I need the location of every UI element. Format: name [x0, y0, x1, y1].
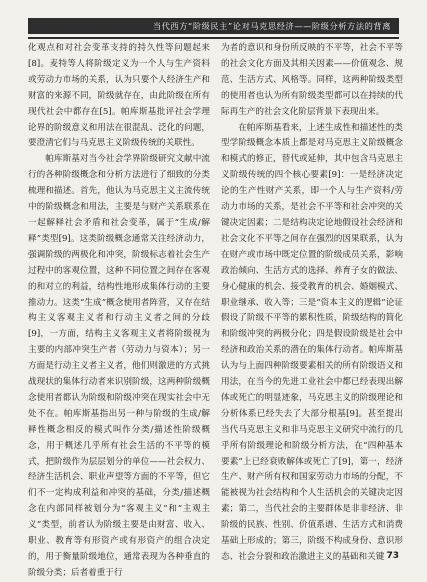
running-header: [28, 18, 399, 34]
page-number: 73: [386, 551, 399, 561]
left-paragraph-2: 帕库斯基对当今社会学界阶级研究文献中流行的各种阶级概念和分析方法进行了细致的分类梳理和描述。首先，他认为马克思主义主流传统中的阶级概念和用法，主要是与财产关系联系在一起解释社会矛盾和社会变革，属于“生成/解释”类型[9]。这类阶级概念通常关注经济动力，强调阶级的两极化和冲突，阶级标志着社会生产过程中的客观位置，这种不同位置之间存在客观的和对立的利益，结构性地形成集体行动的主要推动力。这类“生成”概念使用者阵营，又存在结构主义客观主义者和行动主义者之间的分歧[9]，一方面，结构主义客观主义者将阶级视为主要的内部冲突生产者（劳动力与资本）；另一方面是行动主义者主义者，他们则激进的方式挑战现状的集体行动者来识别阶级，这两种阶级概念使用者都认为阶级和阶级冲突在现实社会中无处不在。帕库斯基指出另一种与阶级的生成/解释性概念相反的模式叫作分类/描述性阶级概念，用于概述几乎所有社会生活的不平等的模式，把阶级作为层层划分的单位——社会权力、经济生活机会、职业声望等方面的不平等，但它们不一定构成利益和冲突的基础，分类/描述概念在内部同样被划分为“客观主义”和“主观主义”类型，前者认为阶级主要是由财富、收入、职业、教育等有形资产或有形资产的组合决定的，用于衡量阶级地位，通常表现为各种垂直的阶级分类；后者着重于行: [28, 154, 210, 578]
right-column: [221, 41, 403, 566]
right-paragraph-1: 为者的意识和身份所反映的不平等，社会不平等的社会文化方面及其相关因素——价值观念、规范、生活方式、风格等。同样，这两种阶级类型的使用者也认为所有阶级类型都可以在持续的代际再生产的社会文化阶层背景下表现出来。: [221, 43, 403, 117]
right-paragraph-2: 在帕库斯基看来，上述生成性和描述性的类型学阶级概念本质上都是对马克思主义阶级概念和模式的修正，替代或延伸，其中包含马克思主义阶级传统的四个核心要素[9]：一是经济决定论的生产性财产关系，即一个人与生产资料/劳动力市场的关系，是社会不平等和社会冲突的关键决定因素；二是结构决定论地假设社会经济和社会文化不平等之间存在强烈的因果联系，认为在财产或市场中既定位置的阶级成员关系，影响政治倾向、生活方式的选择、养育子女的做法、身心健康的机会、接受教育的机会、婚姻模式、职业继承、收入等；三是“资本主义的逻辑”论证假设了阶级不平等的累积性质，阶级结构的简化和阶级冲突的两极分化；四是假设阶级是社会中经济和政治关系的潜在的集体行动者。帕库斯基认为与上面四种阶级要素相关的所有阶级语义和用法，在当今的先进工业社会中都已经表现出解体或死亡的明显迹象，马克思主义的阶级理论和分析体系已经失去了大部分根基[9]。甚至提出当代马克思主义和非马克思主义研究中流行的几乎所有阶级理论和阶级分析方法，在“四种基本要素”上已经衰败解体或死亡了[9]，第一，经济生产、财产所有权和国家劳动力市场的分配，不能被视为社会结构和个人生活机会的关键决定因素；第二，当代社会的主要群体是非非经济、非阶级的民族、性别、价值系谱、生活方式和消费基础上形成的；第三，阶级不构成身份、意识形态、社会分裂和政治激进主义的基础和关键: [221, 122, 403, 562]
header-rule: [28, 37, 399, 39]
running-header-title: 当代西方“阶级民主”论对马克思经济——阶级分析方法的背离: [152, 20, 391, 31]
left-column: [28, 41, 210, 582]
left-paragraph-1: 化观点和对社会变革支持的持久性等问题起来[8]。麦特等人将阶级定义为一个人与生产资料或劳动力市场的关系，认为只要个人经济生产和财富的来源不同，阶级就存在，由此阶级在所有现代社会中都存在[5]。帕库斯基批评社会学理论界的阶级意义和用法在很混乱、泛化的问题，要澄清它们与马克思主义阶级传统的关联性。: [28, 43, 210, 149]
